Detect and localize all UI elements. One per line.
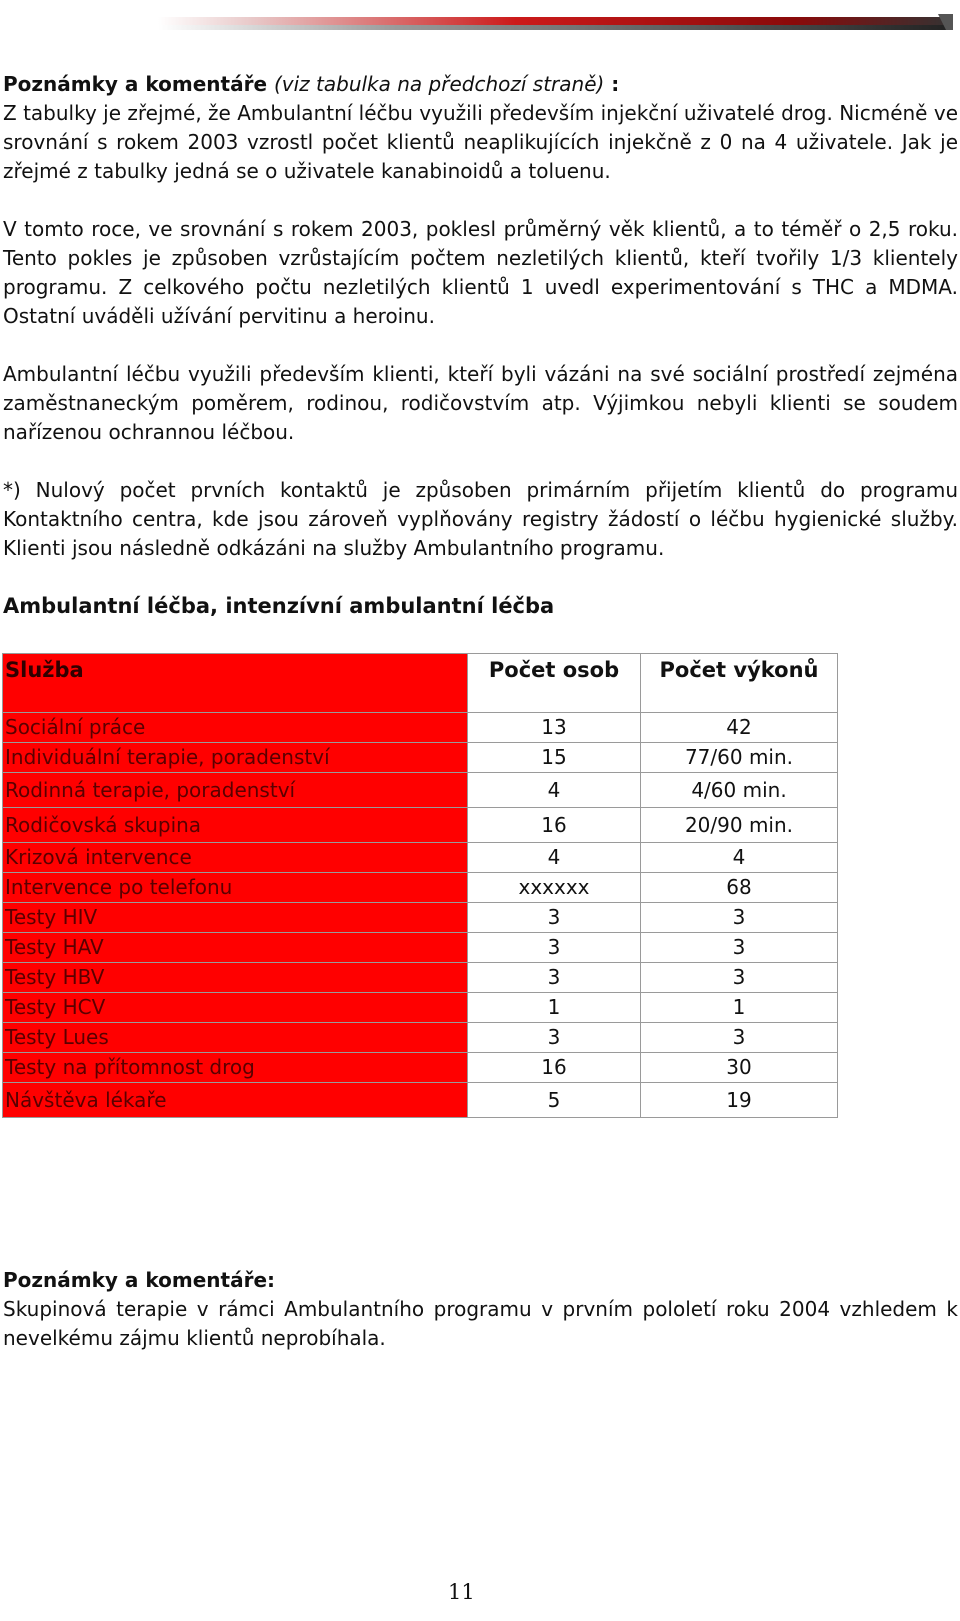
table-row [3, 993, 838, 1023]
performance-count-cell: 19 [641, 1083, 838, 1118]
service-name-cell: Krizová intervence [3, 843, 468, 873]
table-row [3, 1083, 838, 1118]
service-name-cell: Testy HBV [3, 963, 468, 993]
person-count-cell: 4 [468, 773, 641, 808]
performance-count-cell: 77/60 min. [641, 743, 838, 773]
person-count-cell: 3 [468, 1023, 641, 1053]
table-header-cell: Počet výkonů [641, 654, 838, 713]
person-count-cell: 16 [468, 1053, 641, 1083]
performance-count-cell: 68 [641, 873, 838, 903]
table-header-row [3, 654, 838, 713]
notes-section [3, 70, 958, 563]
service-name-cell: Individuální terapie, poradenství [3, 743, 468, 773]
service-name-cell: Testy HCV [3, 993, 468, 1023]
table-row [3, 933, 838, 963]
table-row [3, 1023, 838, 1053]
service-name-cell: Rodinná terapie, poradenství [3, 773, 468, 808]
performance-count-cell: 4/60 min. [641, 773, 838, 808]
services-table [2, 653, 838, 1118]
person-count-cell: 1 [468, 993, 641, 1023]
notes-title-colon: : [604, 72, 620, 96]
notes-section-2 [3, 1266, 958, 1353]
table-header-cell: Služba [3, 654, 468, 713]
paragraph: V tomto roce, ve srovnání s rokem 2003, poklesl průměrný věk klientů, a to téměř o 2,5 roku. Tento pokles je způsoben vzrůstajícím počtem nezletilých klientů, kteří tvořily 1/3 klientely programu. Z celkového počtu nezletilých klientů 1 uvedl experimentování s THC a MDMA. Ostatní uváděli užívání pervitinu a heroinu. [3, 217, 958, 328]
person-count-cell: 16 [468, 808, 641, 843]
paragraph: *) Nulový počet prvních kontaktů je způsoben primárním přijetím klientů do programu Kontaktního centra, kde jsou zároveň vyplňovány registry žádostí o léčbu hygienické služby. Klienti jsou následně odkázáni na služby Ambulantního programu. [3, 478, 958, 560]
table-row [3, 808, 838, 843]
person-count-cell: 3 [468, 903, 641, 933]
paragraph: Z tabulky je zřejmé, že Ambulantní léčbu využili především injekční uživatelé drog. Nicméně ve srovnání s rokem 2003 vzrostl počet klientů neaplikujících injekčně z 0 na 4 uživatele. Jak je zřejmé z tabulky jedná se o uživatele kanabinoidů a toluenu. [3, 101, 958, 183]
table-row [3, 873, 838, 903]
service-name-cell: Návštěva lékaře [3, 1083, 468, 1118]
table-row [3, 903, 838, 933]
performance-count-cell: 3 [641, 1023, 838, 1053]
person-count-cell: 3 [468, 963, 641, 993]
table-row [3, 743, 838, 773]
table-row [3, 1053, 838, 1083]
notes-title: Poznámky a komentáře [3, 72, 268, 96]
service-name-cell: Testy HIV [3, 903, 468, 933]
table-row [3, 843, 838, 873]
notes-heading [3, 70, 958, 99]
service-name-cell: Testy Lues [3, 1023, 468, 1053]
paragraph: Skupinová terapie v rámci Ambulantního programu v prvním pololetí roku 2004 vzhledem k nevelkému zájmu klientů neprobíhala. [3, 1297, 958, 1350]
person-count-cell: 4 [468, 843, 641, 873]
table-row [3, 773, 838, 808]
paragraph: Ambulantní léčbu využili především klienti, kteří byli vázáni na své sociální prostředí zejména zaměstnaneckým poměrem, rodinou, rodičovstvím atp. Výjimkou nebyli klienti se soudem nařízenou ochrannou léčbou. [3, 362, 958, 444]
service-name-cell: Rodičovská skupina [3, 808, 468, 843]
person-count-cell: 15 [468, 743, 641, 773]
service-name-cell: Testy na přítomnost drog [3, 1053, 468, 1083]
performance-count-cell: 3 [641, 963, 838, 993]
table-row [3, 963, 838, 993]
performance-count-cell: 3 [641, 903, 838, 933]
notes-title-note: (viz tabulka na předchozí straně) [273, 72, 605, 96]
person-count-cell: 13 [468, 713, 641, 743]
table-header-cell: Počet osob [468, 654, 641, 713]
header-rule [158, 14, 953, 32]
performance-count-cell: 3 [641, 933, 838, 963]
person-count-cell: xxxxxx [468, 873, 641, 903]
notes-title: Poznámky a komentáře: [3, 1268, 276, 1292]
service-name-cell: Intervence po telefonu [3, 873, 468, 903]
performance-count-cell: 4 [641, 843, 838, 873]
performance-count-cell: 20/90 min. [641, 808, 838, 843]
performance-count-cell: 1 [641, 993, 838, 1023]
table-row [3, 713, 838, 743]
performance-count-cell: 30 [641, 1053, 838, 1083]
service-name-cell: Sociální práce [3, 713, 468, 743]
service-name-cell: Testy HAV [3, 933, 468, 963]
section-title: Ambulantní léčba, intenzívní ambulantní léčba [3, 594, 555, 618]
person-count-cell: 5 [468, 1083, 641, 1118]
person-count-cell: 3 [468, 933, 641, 963]
page-number: 11 [448, 1580, 475, 1604]
performance-count-cell: 42 [641, 713, 838, 743]
